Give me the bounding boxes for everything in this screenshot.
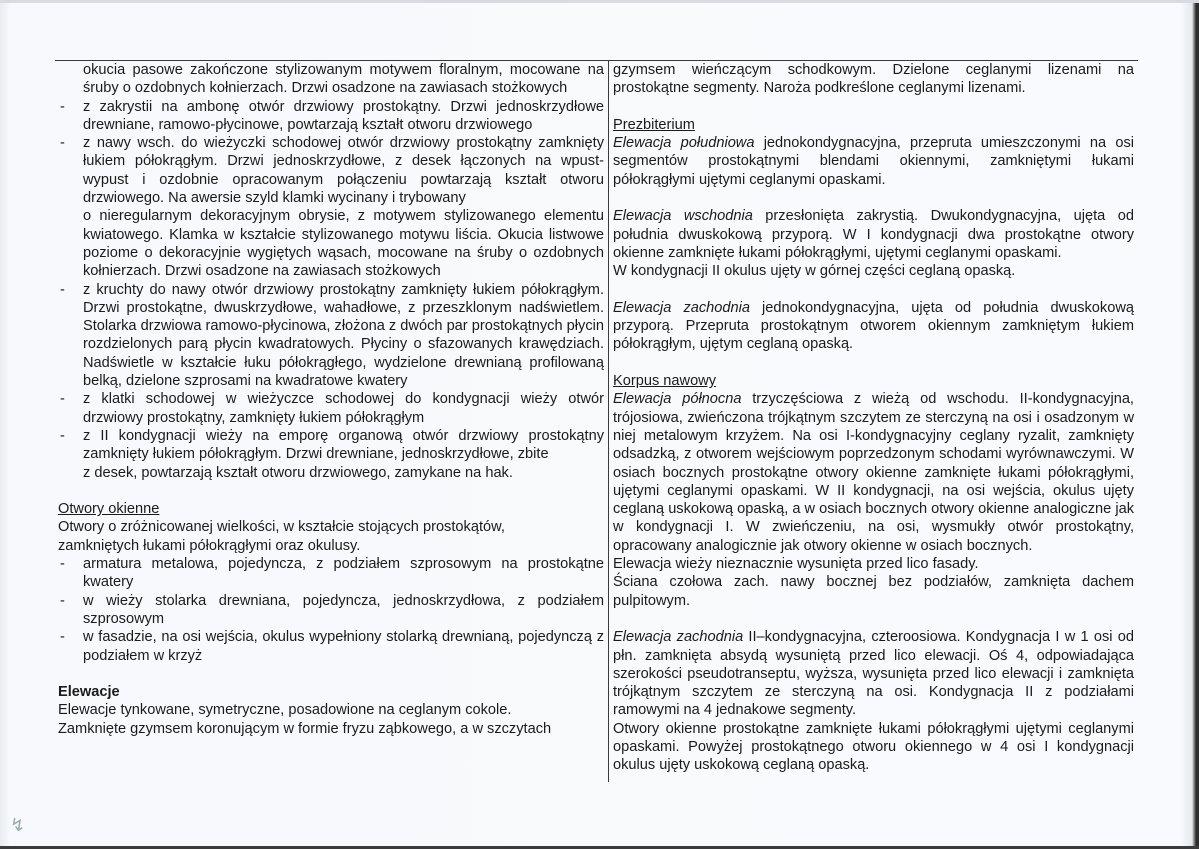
elevation-label: Elewacja wschodnia [613,208,753,225]
section-heading-elevations: Elewacje [58,684,120,701]
window-item-text: w wieży stolarka drewniana, pojedyncza, jednoskrzydłowa, z podziałem szprosowym [83,592,604,627]
elevation-label: Elewacja południowa [613,135,755,152]
elevation-text: jednokondygnacyjna, przepruta umieszczonymi na osi segmentów prostokątnymi blendami okiennymi, zamkniętymi łukami półokrągłymi ujętymi ceglanymi opaskami. [613,135,1134,188]
door-item-text: z kruchty do nawy otwór drzwiowy prostokątny zamknięty łukiem półokrągłym. Drzwi prostokątne, dwuskrzydłowe, wahadłowe, z przeszklonym nadświetlem. Stolarka drzwiowa ramowo-płycinowa, złożona z dwóch par prostokątnych płycin rozdzielonych parą płycin kwadratowych. Płyciny o sfazowanych krawędziach. Nadświetle w kształcie łuku półokrągłego, wydzielone drewnianą profilowaną belką, dzielone szprosami na kwadratowe kwatery [83,281,604,390]
continuation-paragraph: okucia pasowe zakończone stylizowanym motywem floralnym, mocowane na śruby o ozdobnych kołnierzach. Drzwi osadzone na zawiasach stożkowych [83,62,604,97]
elevation-paragraph [613,390,1134,555]
section-heading-nave: Korpus nawowy [613,373,717,390]
door-item [58,427,604,464]
door-item-text: z nawy wsch. do wieżyczki schodowej otwór drzwiowy prostokątny zamknięty łukiem półokrągłym. Drzwi jednoskrzydłowe, z desek łączonych na wpust-wypust i ozdobnie opracowanym połączeniu powtarzają kształt otworu drzwiowego. Na awersie szyld klamki wycinany i trybowany [83,135,604,207]
section-heading-presbytery: Prezbiterium [613,116,695,133]
left-column [58,61,604,738]
dash-bullet: - [60,556,65,573]
elevation-paragraph [613,299,1134,354]
elevation-text: trzyczęściowa z wieżą od wschodu. II-kondygnacyjna, trójosiowa, zwieńczona trójkątnym szczytem ze sterczyną na osi i osadzonym w niej metalowym krzyżem. Na osi I-kondygnacyjny ceglany ryzalit, zamknięty odsadzką, z otworem wejściowym poprzedzonym schodami wyrównawczymi. W osiach bocznych prostokątne otwory okienne zamknięte łukami półokrągłymi, ujętymi ceglanymi opaskami. W II kondygnacji, na osi wejścia, okulus ujęty ceglaną uskokową opaską, a w osiach bocznych otwory okienne analogiczne jak w kondygnacji I. W zwieńczeniu, na osi, wysmukły otwór prostokątny, opracowany analogicznie jak otwory okienne w osiach bocznych. [613,391,1134,554]
table-column-divider [608,60,609,782]
dash-bullet: - [60,98,65,115]
dash-bullet: - [60,135,65,152]
dash-bullet: - [60,629,65,646]
door-item [58,390,604,427]
tower-elevation-line: Elewacja wieży nieznacznie wysunięta przed lico fasady. [613,556,979,573]
elevation-paragraph [613,207,1134,262]
windows-intro-line: zamkniętych łukami półokrągłymi oraz okulusy. [58,537,361,554]
section-heading-windows: Otwory okienne [58,501,160,518]
elevation-text-continued: W kondygnacji II okulus ujęty w górnej części ceglaną opaską. [613,263,1016,280]
dash-bullet: - [60,391,65,408]
elevation-text: jednokondygnacyjna, ujęta od południa dwuskokową przyporą. Przepruta prostokątnym otworem okiennym zamkniętym łukiem półokrągłym, ujętym ceglaną opaską. [613,299,1134,353]
window-item [58,555,604,592]
window-item-text: w fasadzie, na osi wejścia, okulus wypełniony stolarką drewnianą, pojedynczą z podziałem w krzyż [83,629,604,664]
scan-edge-top [0,0,1199,3]
door-item-text-continued: z desek, powtarzają kształt otworu drzwiowego, zamykane na hak. [83,464,513,481]
window-item [58,592,604,629]
door-item-text: z klatki schodowej w wieżyczce schodowej do kondygnacji wieży otwór drzwiowy prostokątny, zamknięty łukiem półokrągłym [83,391,604,426]
right-column [613,61,1134,775]
door-item [58,281,604,391]
elevation-paragraph [613,134,1134,189]
continuation-paragraph: gzymsem wieńczącym schodkowym. Dzielone ceglanymi lizenami na prostokątne segmenty. Naroża podkreślone ceglanymi lizenami. [613,62,1134,97]
aisle-wall-line: Ściana czołowa zach. nawy bocznej bez podziałów, zamknięta dachem pulpitowym. [613,574,1134,609]
windows-line: Otwory okienne prostokątne zamknięte łukami półokrągłymi ujętymi ceglanymi opaskami. Powyżej prostokątnego otworu okiennego w 4 osi I kondygnacji okulus ujęty uskokową ceglaną opaską. [613,720,1134,774]
window-item-text: armatura metalowa, pojedyncza, z podziałem szprosowym na prostokątne kwatery [83,556,604,591]
elevation-paragraph [613,628,1134,719]
door-item-text: z zakrystii na ambonę otwór drzwiowy prostokątny. Drzwi jednoskrzydłowe drewniane, ramowo-płycinowe, powtarzają kształt otworu drzwiowego [83,98,604,133]
door-item-text-continued: o nieregularnym dekoracyjnym obrysie, z motywem stylizowanego elementu kwiatowego. Klamka w kształcie stylizowanego motywu liścia. Okucia listwowe poziome o dekoracyjnie wygiętych wąsach, mocowane na śruby o ozdobnych kołnierzach. Drzwi osadzone na zawiasach stożkowych [83,208,604,280]
pencil-margin-mark: ↯ [10,815,26,836]
elevation-text: II–kondygnacyjna, czteroosiowa. Kondygnacja I w 1 osi od płn. zamknięta absydą wysuniętą przed lico elewacji. Oś 4, odpowiadająca szerokości pseudotranseptu, wyższa, wysunięta przed lico elewacji i zamknięta trójkątnym szczytem ze sterczyną na osi. Kondygnacja II z podziałami ramowymi na 4 jednakowe segmenty. [613,629,1134,719]
dash-bullet: - [60,281,65,298]
elevation-label: Elewacja zachodnia [613,629,744,646]
elevation-text: przesłonięta zakrystią. Dwukondygnacyjna, ujęta od południa dwuskokową przyporą. W I kondygnacji dwa prostokątne otwory okienne zamknięte łukami półokrągłymi, ujętymi ceglanymi opaskami. [613,208,1134,261]
door-item [58,98,604,135]
window-item [58,628,604,665]
elevations-line: Elewacje tynkowane, symetryczne, posadowione na ceglanym cokole. [58,702,512,719]
dash-bullet: - [60,592,65,609]
door-item-text: z II kondygnacji wieży na emporę organową otwór drzwiowy prostokątny zamknięty łukiem półokrągłym. Drzwi drewniane, jednoskrzydłowe, zbite [83,427,604,463]
windows-intro-line: Otwory o zróżnicowanej wielkości, w kształcie stojących prostokątów, [58,519,505,536]
elevation-label: Elewacja północna [613,391,742,408]
dash-bullet: - [60,427,65,444]
elevation-label: Elewacja zachodnia [613,299,750,316]
door-item [58,134,604,207]
elevations-line: Zamknięte gzymsem koronującym w formie fryzu ząbkowego, a w szczytach [58,720,552,737]
